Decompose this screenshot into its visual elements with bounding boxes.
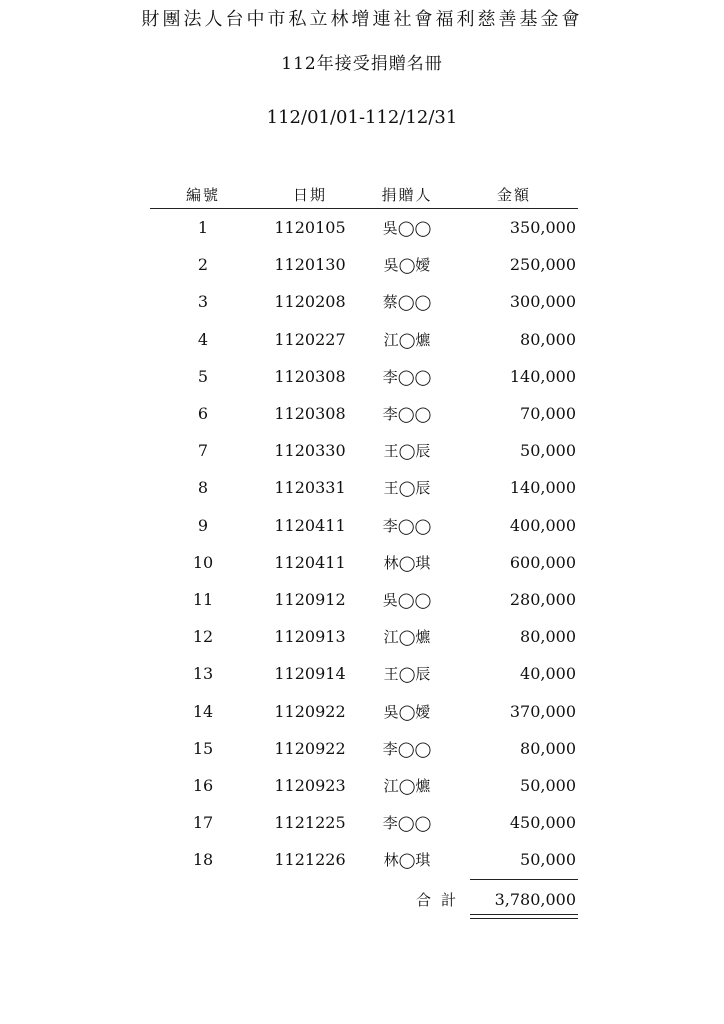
cell-date: 1120922 (274, 738, 346, 758)
table-row (150, 841, 578, 878)
cell-date: 1120914 (274, 664, 346, 684)
table-row (150, 655, 578, 692)
cell-date: 1120105 (274, 218, 346, 238)
cell-donor: 林◯琪 (383, 851, 431, 870)
table-row (150, 581, 578, 618)
table-row (150, 544, 578, 581)
cell-date: 1120308 (274, 366, 346, 386)
table-row (150, 395, 578, 432)
cell-number: 16 (192, 775, 214, 795)
table-row (150, 804, 578, 841)
donation-table (150, 180, 578, 878)
table-row (150, 692, 578, 729)
cell-amount: 80,000 (520, 627, 576, 647)
cell-number: 18 (192, 850, 214, 870)
table-header (150, 180, 578, 209)
cell-number: 3 (197, 292, 209, 312)
cell-amount: 350,000 (509, 218, 576, 238)
table-row (150, 507, 578, 544)
cell-number: 6 (197, 404, 209, 424)
table-row (150, 618, 578, 655)
cell-amount: 50,000 (520, 441, 576, 461)
cell-donor: 李◯◯ (382, 516, 432, 535)
cell-amount: 140,000 (509, 478, 576, 498)
cell-amount: 80,000 (520, 738, 576, 758)
cell-amount: 80,000 (520, 329, 576, 349)
total-row (150, 884, 578, 914)
cell-number: 1 (197, 218, 209, 238)
cell-number: 4 (197, 329, 209, 349)
table-row (150, 432, 578, 469)
cell-date: 1120912 (274, 589, 346, 609)
cell-amount: 50,000 (520, 775, 576, 795)
cell-number: 15 (192, 738, 214, 758)
cell-donor: 吳◯◯ (382, 590, 432, 609)
cell-donor: 吳◯◯ (382, 219, 432, 238)
cell-donor: 林◯琪 (383, 553, 431, 572)
table-row (150, 469, 578, 506)
cell-amount: 50,000 (520, 850, 576, 870)
cell-date: 1120208 (274, 292, 346, 312)
cell-date: 1120331 (274, 478, 346, 498)
cell-number: 11 (192, 589, 214, 609)
cell-date: 1120227 (274, 329, 346, 349)
cell-donor: 李◯◯ (382, 739, 432, 758)
total-label: 合計 (415, 890, 466, 909)
subtotal-rule (470, 879, 578, 880)
cell-amount: 370,000 (509, 701, 576, 721)
column-header-date: 日期 (292, 185, 327, 204)
table-row (150, 209, 578, 246)
cell-donor: 王◯辰 (383, 665, 431, 684)
cell-amount: 280,000 (509, 589, 576, 609)
cell-donor: 吳◯嬡 (383, 256, 431, 275)
column-header-number: 編號 (185, 185, 220, 204)
column-header-amount: 金額 (496, 185, 531, 204)
cell-date: 1120922 (274, 701, 346, 721)
cell-number: 7 (197, 441, 209, 461)
cell-number: 13 (192, 664, 214, 684)
cell-number: 12 (192, 627, 214, 647)
cell-number: 2 (197, 255, 209, 275)
cell-donor: 李◯◯ (382, 367, 432, 386)
cell-donor: 李◯◯ (382, 405, 432, 424)
table-row (150, 283, 578, 320)
cell-amount: 400,000 (509, 515, 576, 535)
cell-date: 1120411 (274, 552, 346, 572)
cell-amount: 250,000 (509, 255, 576, 275)
cell-date: 1120308 (274, 404, 346, 424)
cell-date: 1120130 (274, 255, 346, 275)
cell-amount: 300,000 (509, 292, 576, 312)
table-body (150, 209, 578, 878)
cell-donor: 李◯◯ (382, 814, 432, 833)
cell-donor: 江◯爊 (383, 330, 431, 349)
cell-donor: 王◯辰 (383, 479, 431, 498)
cell-amount: 140,000 (509, 366, 576, 386)
cell-amount: 40,000 (520, 664, 576, 684)
cell-date: 1120411 (274, 515, 346, 535)
cell-number: 14 (192, 701, 214, 721)
cell-number: 10 (192, 552, 214, 572)
cell-date: 1120913 (274, 627, 346, 647)
total-double-rule (470, 914, 578, 919)
document-title: 財團法人台中市私立林增連社會福利慈善基金會 (141, 9, 583, 30)
cell-date: 1120330 (274, 441, 346, 461)
cell-number: 9 (197, 515, 209, 535)
column-header-donor: 捐贈人 (381, 185, 433, 204)
cell-donor: 蔡◯◯ (382, 293, 432, 312)
cell-amount: 600,000 (509, 552, 576, 572)
table-row (150, 358, 578, 395)
total-value: 3,780,000 (494, 889, 576, 909)
document-subtitle: 112年接受捐贈名冊 (281, 54, 443, 74)
cell-donor: 吳◯嬡 (383, 702, 431, 721)
cell-amount: 70,000 (520, 404, 576, 424)
table-row (150, 730, 578, 767)
cell-date: 1121226 (274, 850, 346, 870)
table-row (150, 767, 578, 804)
cell-donor: 江◯爊 (383, 628, 431, 647)
cell-donor: 江◯爊 (383, 776, 431, 795)
cell-number: 8 (197, 478, 209, 498)
table-row (150, 246, 578, 283)
cell-date: 1121225 (274, 813, 346, 833)
table-row (150, 321, 578, 358)
cell-number: 17 (192, 813, 214, 833)
document-period: 112/01/01-112/12/31 (266, 107, 458, 128)
cell-amount: 450,000 (509, 813, 576, 833)
cell-donor: 王◯辰 (383, 442, 431, 461)
cell-date: 1120923 (274, 775, 346, 795)
cell-number: 5 (197, 366, 209, 386)
